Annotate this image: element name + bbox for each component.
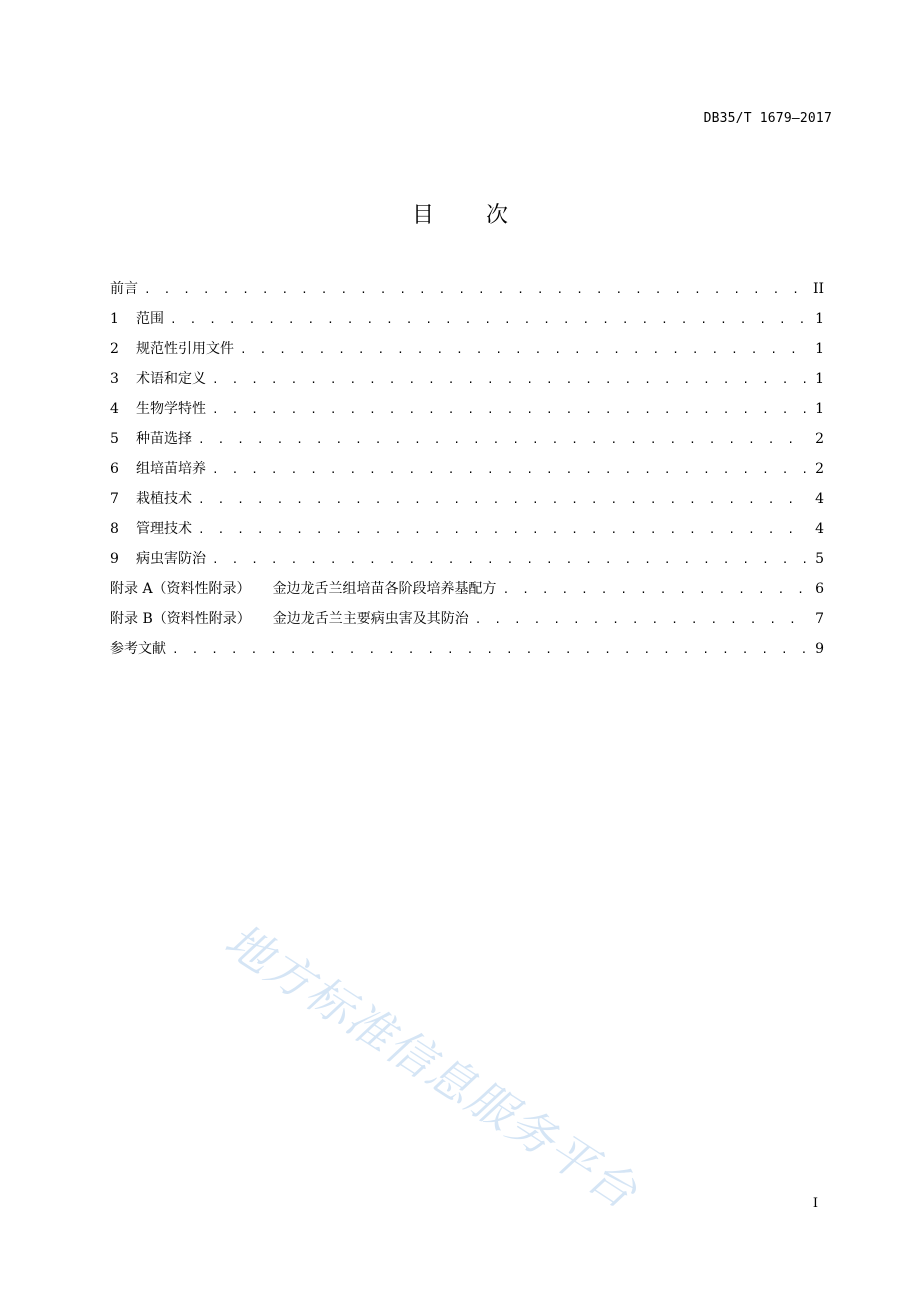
toc-section-number: 1	[110, 311, 119, 327]
toc-section-number: 7	[110, 491, 119, 507]
toc-leader-dots	[503, 578, 808, 602]
toc-label: 病虫害防治	[136, 551, 206, 567]
toc-appendix-label: 附录 A（资料性附录）	[110, 581, 251, 597]
toc-section-number: 6	[110, 461, 119, 477]
toc-row-8[interactable]	[110, 517, 824, 547]
toc-row-references[interactable]	[110, 637, 824, 667]
title-char-2: 次	[486, 203, 509, 228]
watermark: 地方标准信息服务平台	[215, 912, 648, 1220]
toc-label: 术语和定义	[136, 371, 206, 387]
toc-page-number: II	[812, 281, 824, 297]
toc-appendix-title: 金边龙舌兰主要病虫害及其防治	[272, 611, 469, 627]
toc-row-appendix-a[interactable]	[110, 577, 824, 607]
toc-section-number: 9	[110, 551, 119, 567]
toc-leader-dots	[198, 488, 808, 512]
toc-label: 前言	[110, 281, 138, 297]
toc-page-number: 1	[815, 401, 824, 417]
toc-page-number: 5	[815, 551, 824, 567]
toc-section-number: 3	[110, 371, 119, 387]
toc-leader-dots	[172, 638, 808, 662]
toc-row-3[interactable]	[110, 367, 824, 397]
toc-row-foreword[interactable]	[110, 277, 824, 307]
toc-row-2[interactable]	[110, 337, 824, 367]
toc-section-number: 4	[110, 401, 119, 417]
toc-page-number: 7	[815, 611, 824, 627]
toc-leader-dots	[212, 548, 808, 572]
toc-appendix-title: 金边龙舌兰组培苗各阶段培养基配方	[272, 581, 497, 597]
toc-leader-dots	[212, 458, 808, 482]
toc-appendix-label: 附录 B（资料性附录）	[110, 611, 251, 627]
toc-page-number: 1	[815, 341, 824, 357]
toc-page-number: 6	[815, 581, 824, 597]
toc-row-1[interactable]	[110, 307, 824, 337]
toc-row-9[interactable]	[110, 547, 824, 577]
toc-label: 范围	[136, 311, 164, 327]
toc-leader-dots	[212, 368, 808, 392]
toc-page-number: 4	[815, 491, 824, 507]
toc-leader-dots	[170, 308, 808, 332]
page-title	[0, 200, 920, 232]
toc-label	[110, 577, 497, 601]
document-code: DB35/T 1679—2017	[703, 111, 832, 126]
page-number: I	[812, 1196, 818, 1211]
toc-label	[110, 607, 469, 631]
toc-label: 参考文献	[110, 641, 166, 657]
table-of-contents	[110, 277, 824, 667]
toc-page-number: 4	[815, 521, 824, 537]
toc-leader-dots	[240, 338, 808, 362]
toc-section-number: 8	[110, 521, 119, 537]
toc-page-number: 2	[815, 461, 824, 477]
toc-label: 管理技术	[136, 521, 192, 537]
toc-label: 组培苗培养	[136, 461, 206, 477]
toc-page-number: 1	[815, 371, 824, 387]
toc-leader-dots	[198, 518, 808, 542]
toc-row-7[interactable]	[110, 487, 824, 517]
toc-leader-dots	[144, 278, 807, 302]
toc-page-number: 2	[815, 431, 824, 447]
toc-label: 栽植技术	[136, 491, 192, 507]
title-char-1: 目	[411, 203, 434, 228]
toc-page-number: 1	[815, 311, 824, 327]
toc-row-4[interactable]	[110, 397, 824, 427]
toc-section-number: 5	[110, 431, 119, 447]
toc-section-number: 2	[110, 341, 119, 357]
toc-label: 规范性引用文件	[136, 341, 234, 357]
toc-page-number: 9	[815, 641, 824, 657]
toc-label: 种苗选择	[136, 431, 192, 447]
toc-row-appendix-b[interactable]	[110, 607, 824, 637]
toc-leader-dots	[212, 398, 808, 422]
toc-row-5[interactable]	[110, 427, 824, 457]
toc-label: 生物学特性	[136, 401, 206, 417]
toc-leader-dots	[198, 428, 808, 452]
toc-row-6[interactable]	[110, 457, 824, 487]
toc-leader-dots	[475, 608, 808, 632]
